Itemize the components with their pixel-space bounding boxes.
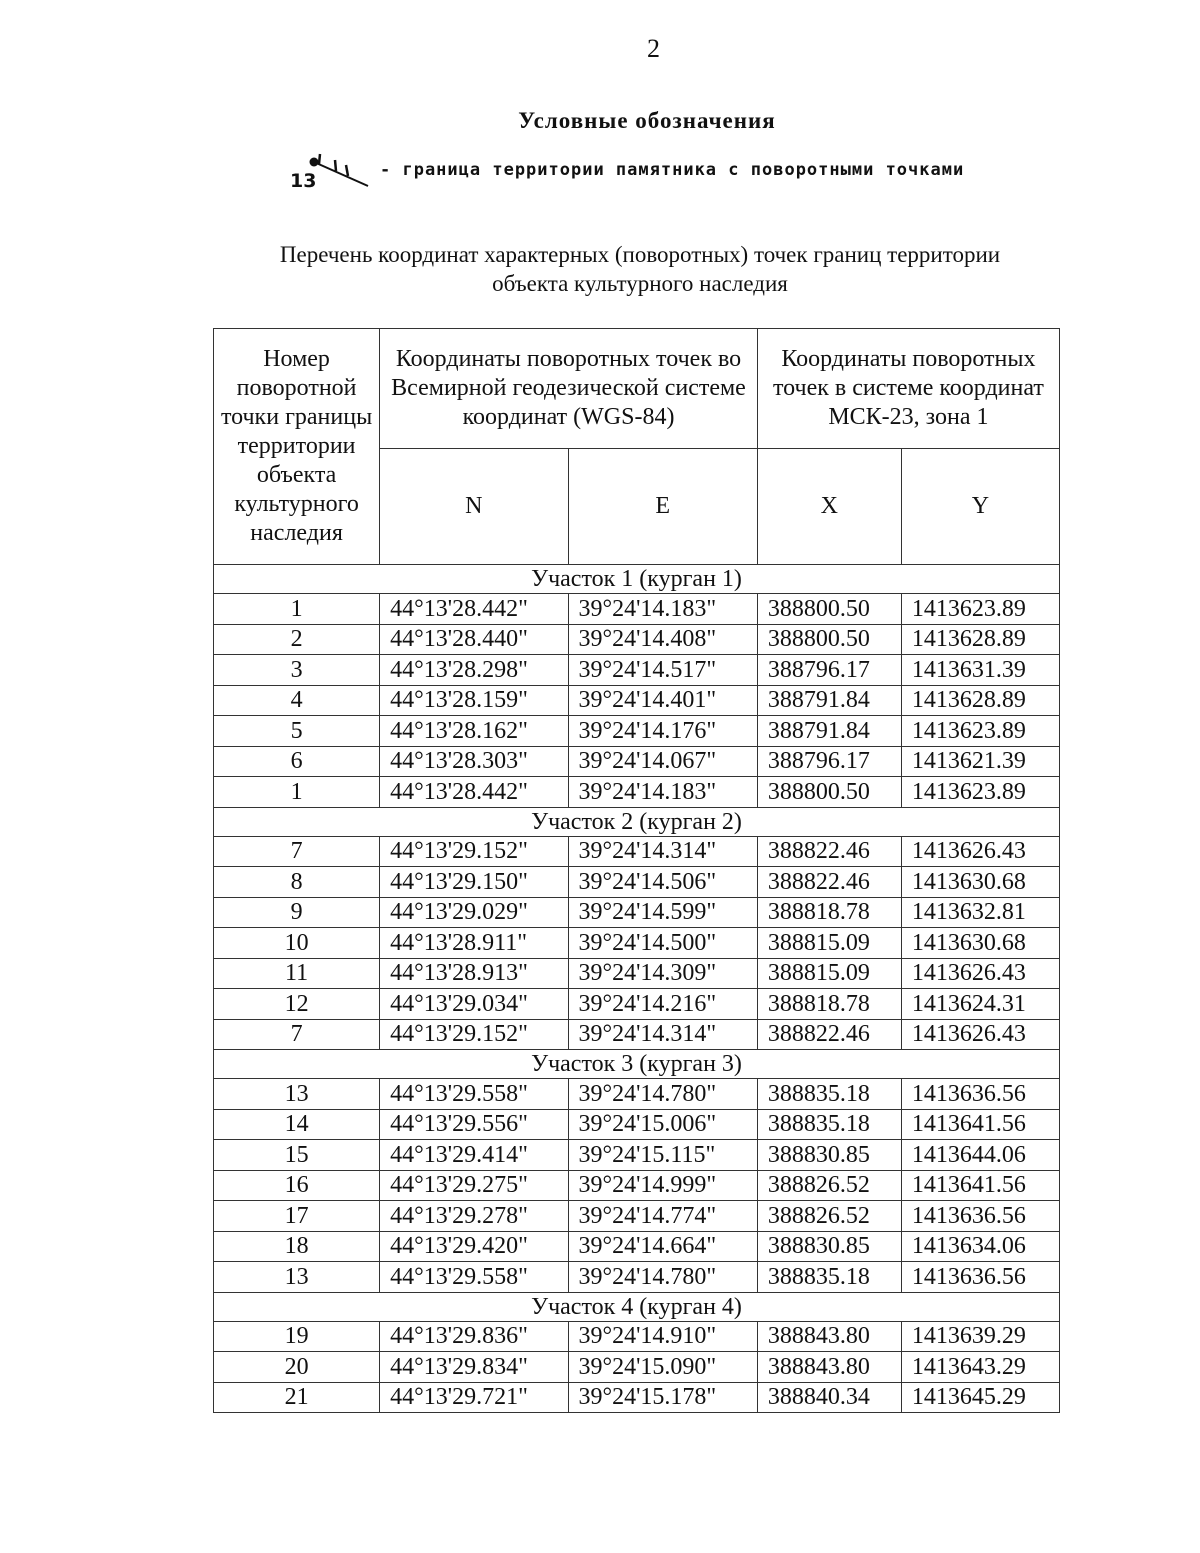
cell-longitude: 39°24'14.780" xyxy=(568,1262,757,1293)
header-msk23: Координаты поворотных точек в системе координат МСК-23, зона 1 xyxy=(757,329,1059,449)
cell-point-number: 7 xyxy=(214,836,380,867)
page-number: 2 xyxy=(647,34,660,63)
cell-y: 1413623.89 xyxy=(901,716,1059,747)
cell-x: 388791.84 xyxy=(757,716,901,747)
cell-x: 388826.52 xyxy=(757,1201,901,1232)
cell-x: 388822.46 xyxy=(757,867,901,898)
cell-longitude: 39°24'14.910" xyxy=(568,1321,757,1352)
cell-y: 1413626.43 xyxy=(901,836,1059,867)
cell-latitude: 44°13'29.152" xyxy=(380,836,568,867)
cell-point-number: 5 xyxy=(214,716,380,747)
cell-longitude: 39°24'14.599" xyxy=(568,897,757,928)
cell-latitude: 44°13'28.911" xyxy=(380,928,568,959)
table-row xyxy=(214,836,1060,867)
section-row xyxy=(214,1050,1060,1079)
cell-y: 1413641.56 xyxy=(901,1109,1059,1140)
cell-y: 1413644.06 xyxy=(901,1140,1059,1171)
table-row xyxy=(214,624,1060,655)
cell-longitude: 39°24'14.183" xyxy=(568,594,757,625)
cell-latitude: 44°13'29.836" xyxy=(380,1321,568,1352)
header-point-number: Номер поворотной точки границы территории объекта культурного наследия xyxy=(214,329,380,565)
cell-x: 388815.09 xyxy=(757,928,901,959)
cell-y: 1413643.29 xyxy=(901,1352,1059,1383)
cell-point-number: 6 xyxy=(214,746,380,777)
cell-latitude: 44°13'28.440" xyxy=(380,624,568,655)
cell-x: 388830.85 xyxy=(757,1140,901,1171)
cell-latitude: 44°13'29.558" xyxy=(380,1262,568,1293)
cell-x: 388791.84 xyxy=(757,685,901,716)
cell-latitude: 44°13'28.913" xyxy=(380,958,568,989)
table-row xyxy=(214,1231,1060,1262)
cell-latitude: 44°13'28.442" xyxy=(380,777,568,808)
cell-point-number: 15 xyxy=(214,1140,380,1171)
table-row xyxy=(214,1321,1060,1352)
cell-latitude: 44°13'29.834" xyxy=(380,1352,568,1383)
cell-latitude: 44°13'29.420" xyxy=(380,1231,568,1262)
table-row xyxy=(214,777,1060,808)
cell-point-number: 20 xyxy=(214,1352,380,1383)
table-row xyxy=(214,1109,1060,1140)
cell-x: 388843.80 xyxy=(757,1321,901,1352)
section-row xyxy=(214,565,1060,594)
cell-x: 388818.78 xyxy=(757,897,901,928)
table-row xyxy=(214,1170,1060,1201)
cell-x: 388835.18 xyxy=(757,1079,901,1110)
cell-point-number: 7 xyxy=(214,1019,380,1050)
table-row xyxy=(214,989,1060,1020)
cell-latitude: 44°13'28.442" xyxy=(380,594,568,625)
cell-longitude: 39°24'14.067" xyxy=(568,746,757,777)
cell-longitude: 39°24'14.664" xyxy=(568,1231,757,1262)
cell-y: 1413623.89 xyxy=(901,594,1059,625)
cell-latitude: 44°13'29.150" xyxy=(380,867,568,898)
cell-longitude: 39°24'14.401" xyxy=(568,685,757,716)
section-title: Участок 2 (курган 2) xyxy=(214,807,1060,836)
cell-x: 388822.46 xyxy=(757,1019,901,1050)
cell-x: 388830.85 xyxy=(757,1231,901,1262)
table-body xyxy=(214,565,1060,1413)
cell-longitude: 39°24'14.500" xyxy=(568,928,757,959)
cell-longitude: 39°24'14.314" xyxy=(568,1019,757,1050)
cell-y: 1413630.68 xyxy=(901,867,1059,898)
header-wgs84: Координаты поворотных точек во Всемирной геодезической системе координат (WGS-84) xyxy=(380,329,758,449)
cell-y: 1413626.43 xyxy=(901,1019,1059,1050)
cell-y: 1413631.39 xyxy=(901,655,1059,686)
cell-y: 1413624.31 xyxy=(901,989,1059,1020)
cell-y: 1413634.06 xyxy=(901,1231,1059,1262)
cell-longitude: 39°24'14.216" xyxy=(568,989,757,1020)
cell-x: 388800.50 xyxy=(757,594,901,625)
cell-y: 1413621.39 xyxy=(901,746,1059,777)
cell-point-number: 4 xyxy=(214,685,380,716)
section-title: Участок 3 (курган 3) xyxy=(214,1050,1060,1079)
cell-latitude: 44°13'29.152" xyxy=(380,1019,568,1050)
cell-y: 1413636.56 xyxy=(901,1079,1059,1110)
cell-y: 1413632.81 xyxy=(901,897,1059,928)
cell-latitude: 44°13'28.162" xyxy=(380,716,568,747)
cell-longitude: 39°24'14.183" xyxy=(568,777,757,808)
cell-latitude: 44°13'28.298" xyxy=(380,655,568,686)
cell-point-number: 8 xyxy=(214,867,380,898)
cell-x: 388826.52 xyxy=(757,1170,901,1201)
header-y: Y xyxy=(901,449,1059,565)
cell-longitude: 39°24'14.517" xyxy=(568,655,757,686)
cell-x: 388815.09 xyxy=(757,958,901,989)
table-row xyxy=(214,1262,1060,1293)
cell-latitude: 44°13'29.414" xyxy=(380,1140,568,1171)
cell-point-number: 10 xyxy=(214,928,380,959)
cell-point-number: 17 xyxy=(214,1201,380,1232)
cell-x: 388843.80 xyxy=(757,1352,901,1383)
cell-latitude: 44°13'29.029" xyxy=(380,897,568,928)
cell-x: 388796.17 xyxy=(757,746,901,777)
cell-latitude: 44°13'29.278" xyxy=(380,1201,568,1232)
cell-longitude: 39°24'14.999" xyxy=(568,1170,757,1201)
cell-longitude: 39°24'14.314" xyxy=(568,836,757,867)
cell-x: 388800.50 xyxy=(757,624,901,655)
coordinates-table xyxy=(213,328,1060,1413)
table-row xyxy=(214,958,1060,989)
cell-y: 1413628.89 xyxy=(901,624,1059,655)
cell-y: 1413626.43 xyxy=(901,958,1059,989)
cell-point-number: 13 xyxy=(214,1079,380,1110)
cell-point-number: 12 xyxy=(214,989,380,1020)
boundary-point-symbol-icon xyxy=(290,134,380,194)
cell-x: 388796.17 xyxy=(757,655,901,686)
cell-x: 388822.46 xyxy=(757,836,901,867)
table-row xyxy=(214,1079,1060,1110)
header-n: N xyxy=(380,449,568,565)
cell-point-number: 13 xyxy=(214,1262,380,1293)
legend-point-label: 13 xyxy=(290,170,317,192)
cell-longitude: 39°24'15.006" xyxy=(568,1109,757,1140)
cell-latitude: 44°13'29.275" xyxy=(380,1170,568,1201)
cell-point-number: 11 xyxy=(214,958,380,989)
legend-title: Условные обозначения xyxy=(518,108,776,133)
cell-latitude: 44°13'28.303" xyxy=(380,746,568,777)
cell-longitude: 39°24'14.780" xyxy=(568,1079,757,1110)
table-row xyxy=(214,1382,1060,1413)
cell-point-number: 2 xyxy=(214,624,380,655)
header-x: X xyxy=(757,449,901,565)
cell-y: 1413636.56 xyxy=(901,1201,1059,1232)
table-row xyxy=(214,897,1060,928)
caption-line-1: Перечень координат характерных (поворотных) точек границ территории xyxy=(279,242,1001,267)
cell-point-number: 19 xyxy=(214,1321,380,1352)
cell-point-number: 16 xyxy=(214,1170,380,1201)
table-row xyxy=(214,594,1060,625)
cell-longitude: 39°24'15.090" xyxy=(568,1352,757,1383)
cell-longitude: 39°24'14.506" xyxy=(568,867,757,898)
table-row xyxy=(214,1140,1060,1171)
cell-y: 1413630.68 xyxy=(901,928,1059,959)
table-row xyxy=(214,1352,1060,1383)
table-row xyxy=(214,928,1060,959)
cell-latitude: 44°13'29.721" xyxy=(380,1382,568,1413)
section-row xyxy=(214,1292,1060,1321)
cell-point-number: 14 xyxy=(214,1109,380,1140)
cell-point-number: 18 xyxy=(214,1231,380,1262)
header-e: E xyxy=(568,449,757,565)
section-row xyxy=(214,807,1060,836)
cell-longitude: 39°24'14.309" xyxy=(568,958,757,989)
cell-latitude: 44°13'29.558" xyxy=(380,1079,568,1110)
table-row xyxy=(214,867,1060,898)
table-row xyxy=(214,746,1060,777)
table-caption xyxy=(200,240,1080,298)
cell-longitude: 39°24'14.408" xyxy=(568,624,757,655)
cell-y: 1413639.29 xyxy=(901,1321,1059,1352)
table-row xyxy=(214,716,1060,747)
cell-point-number: 1 xyxy=(214,594,380,625)
cell-longitude: 39°24'14.176" xyxy=(568,716,757,747)
cell-y: 1413636.56 xyxy=(901,1262,1059,1293)
cell-point-number: 3 xyxy=(214,655,380,686)
cell-x: 388840.34 xyxy=(757,1382,901,1413)
caption-line-2: объекта культурного наследия xyxy=(492,271,788,296)
cell-point-number: 9 xyxy=(214,897,380,928)
cell-y: 1413628.89 xyxy=(901,685,1059,716)
table-row xyxy=(214,655,1060,686)
cell-y: 1413623.89 xyxy=(901,777,1059,808)
cell-longitude: 39°24'15.115" xyxy=(568,1140,757,1171)
cell-longitude: 39°24'15.178" xyxy=(568,1382,757,1413)
section-title: Участок 4 (курган 4) xyxy=(214,1292,1060,1321)
section-title: Участок 1 (курган 1) xyxy=(214,565,1060,594)
legend-description: - граница территории памятника с поворотными точками xyxy=(380,160,965,180)
cell-x: 388800.50 xyxy=(757,777,901,808)
cell-longitude: 39°24'14.774" xyxy=(568,1201,757,1232)
cell-x: 388835.18 xyxy=(757,1109,901,1140)
cell-latitude: 44°13'29.034" xyxy=(380,989,568,1020)
cell-point-number: 21 xyxy=(214,1382,380,1413)
cell-latitude: 44°13'29.556" xyxy=(380,1109,568,1140)
cell-x: 388835.18 xyxy=(757,1262,901,1293)
cell-point-number: 1 xyxy=(214,777,380,808)
table-row xyxy=(214,685,1060,716)
cell-y: 1413641.56 xyxy=(901,1170,1059,1201)
cell-latitude: 44°13'28.159" xyxy=(380,685,568,716)
table-row xyxy=(214,1201,1060,1232)
cell-x: 388818.78 xyxy=(757,989,901,1020)
cell-y: 1413645.29 xyxy=(901,1382,1059,1413)
table-row xyxy=(214,1019,1060,1050)
